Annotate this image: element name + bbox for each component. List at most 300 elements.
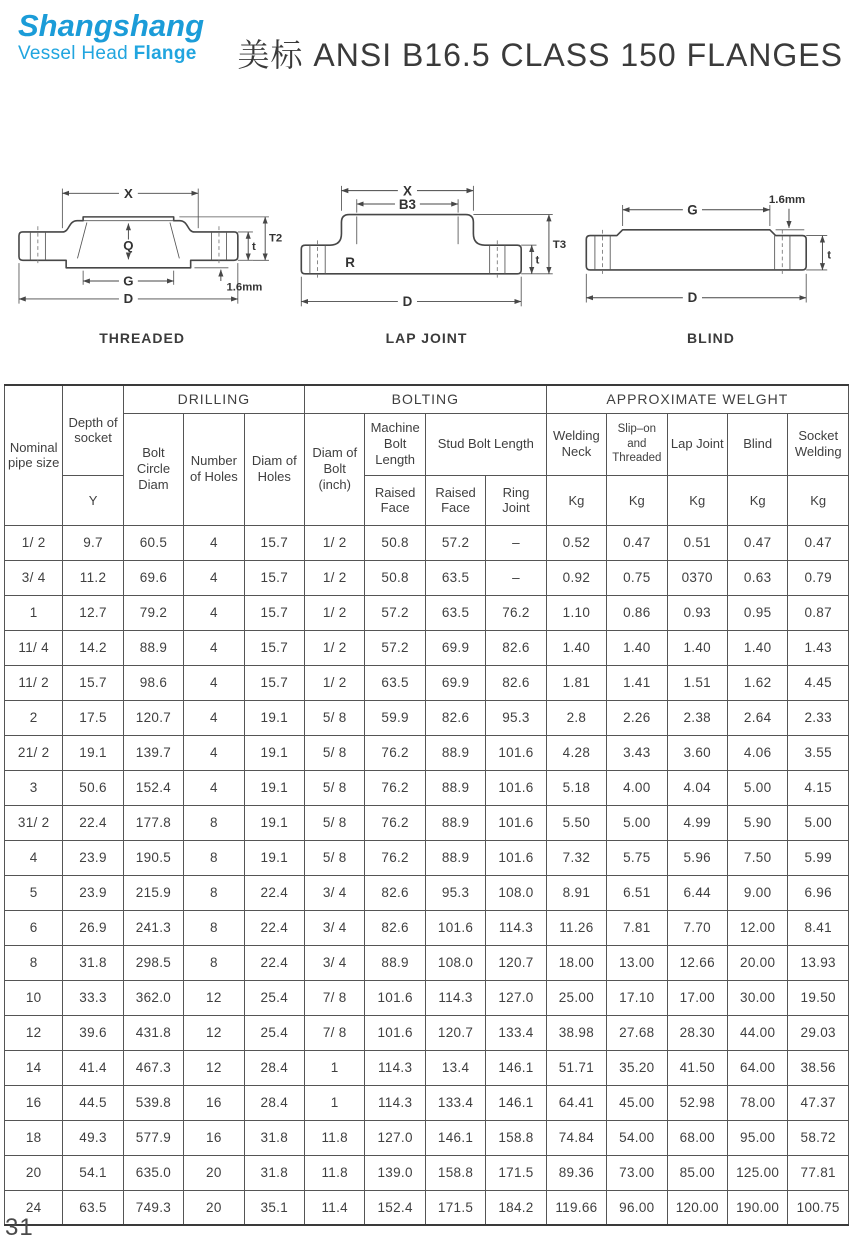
table-cell: 5/ 8 xyxy=(305,735,365,770)
table-cell: 1/ 2 xyxy=(305,665,365,700)
table-row xyxy=(5,1015,849,1050)
table-body xyxy=(5,525,849,1225)
table-cell: 4 xyxy=(184,630,244,665)
table-row xyxy=(5,735,849,770)
drawing-lap-joint xyxy=(286,168,566,360)
table-cell: 2.64 xyxy=(727,700,787,735)
table-cell: 241.3 xyxy=(123,910,183,945)
table-cell: 47.37 xyxy=(788,1085,849,1120)
table-cell: 4 xyxy=(184,665,244,700)
table-row xyxy=(5,945,849,980)
table-cell: 0.75 xyxy=(607,560,667,595)
table-cell: 4.06 xyxy=(727,735,787,770)
table-cell: 4 xyxy=(184,770,244,805)
table-cell: 18.00 xyxy=(546,945,606,980)
table-cell: 1/ 2 xyxy=(305,525,365,560)
table-cell: 19.1 xyxy=(63,735,123,770)
table-cell: – xyxy=(486,525,546,560)
table-cell: 152.4 xyxy=(365,1190,425,1225)
table-cell: 88.9 xyxy=(425,840,485,875)
logo-wordmark: Shangshang xyxy=(18,8,205,43)
table-cell: 101.6 xyxy=(486,840,546,875)
table-cell: 76.2 xyxy=(365,770,425,805)
table-cell: 12.00 xyxy=(727,910,787,945)
table-cell: 539.8 xyxy=(123,1085,183,1120)
table-cell: 362.0 xyxy=(123,980,183,1015)
table-cell: 33.3 xyxy=(63,980,123,1015)
table-cell: 158.8 xyxy=(425,1155,485,1190)
table-cell: 0.93 xyxy=(667,595,727,630)
drawings-row xyxy=(0,168,853,360)
dim-label-d: D xyxy=(123,291,134,307)
logo-tagline-regular: Vessel Head xyxy=(18,43,128,64)
table-cell: 139.0 xyxy=(365,1155,425,1190)
unit-kg-welding-neck: Kg xyxy=(546,475,606,525)
table-row xyxy=(5,1190,849,1225)
spec-table-wrap xyxy=(0,384,853,1226)
table-cell: 38.98 xyxy=(546,1015,606,1050)
table-cell: 19.1 xyxy=(244,840,304,875)
dim-label-x: X xyxy=(124,186,133,202)
table-cell: 28.4 xyxy=(244,1050,304,1085)
table-cell: 133.4 xyxy=(486,1015,546,1050)
table-cell: 0.52 xyxy=(546,525,606,560)
dim-label-q: Q xyxy=(123,237,134,253)
table-cell: 146.1 xyxy=(486,1050,546,1085)
table-cell: 8 xyxy=(184,840,244,875)
table-cell: 9.00 xyxy=(727,875,787,910)
drawing-caption-lap-joint: LAP JOINT xyxy=(385,330,468,346)
table-cell: 76.2 xyxy=(486,595,546,630)
table-cell: 88.9 xyxy=(365,945,425,980)
table-cell: 1.81 xyxy=(546,665,606,700)
table-cell: 11.26 xyxy=(546,910,606,945)
table-cell: 35.1 xyxy=(244,1190,304,1225)
table-cell: 120.7 xyxy=(425,1015,485,1050)
table-cell: 4 xyxy=(184,595,244,630)
group-header-drilling: DRILLING xyxy=(123,385,304,413)
page-number: 31 xyxy=(5,1214,34,1241)
table-cell: 5.00 xyxy=(727,770,787,805)
table-cell: 82.6 xyxy=(425,700,485,735)
table-cell: 78.00 xyxy=(727,1085,787,1120)
table-cell: 59.9 xyxy=(365,700,425,735)
col-header-slip-on-threaded: Slip–on and Threaded xyxy=(607,413,667,475)
col-header-stud-bolt-length: Stud Bolt Length xyxy=(425,413,546,475)
dim-label-t2: T2 xyxy=(268,232,283,245)
col-header-y: Y xyxy=(63,475,123,525)
table-cell: 1 xyxy=(5,595,63,630)
table-cell: 31/ 2 xyxy=(5,805,63,840)
table-cell: 12 xyxy=(5,1015,63,1050)
table-cell: 749.3 xyxy=(123,1190,183,1225)
table-cell: 64.00 xyxy=(727,1050,787,1085)
table-cell: 23.9 xyxy=(63,875,123,910)
table-cell: 95.3 xyxy=(425,875,485,910)
table-cell: 15.7 xyxy=(244,525,304,560)
table-cell: 63.5 xyxy=(63,1190,123,1225)
table-cell: 63.5 xyxy=(425,560,485,595)
table-cell: 2.38 xyxy=(667,700,727,735)
table-cell: 44.00 xyxy=(727,1015,787,1050)
table-cell: 1.40 xyxy=(607,630,667,665)
table-cell: 1.51 xyxy=(667,665,727,700)
unit-kg-socket-welding: Kg xyxy=(788,475,849,525)
col-header-diam-of-holes: Diam of Holes xyxy=(244,413,304,525)
table-row xyxy=(5,910,849,945)
threaded-flange-drawing xyxy=(2,168,285,328)
table-cell: 120.7 xyxy=(123,700,183,735)
table-cell: 69.6 xyxy=(123,560,183,595)
table-cell: 15.7 xyxy=(244,595,304,630)
col-header-ring-joint: Ring Joint xyxy=(486,475,546,525)
table-cell: 31.8 xyxy=(244,1120,304,1155)
table-cell: 25.4 xyxy=(244,980,304,1015)
table-cell: 5/ 8 xyxy=(305,840,365,875)
table-cell: 171.5 xyxy=(425,1190,485,1225)
table-cell: 19.1 xyxy=(244,770,304,805)
table-cell: 3.60 xyxy=(667,735,727,770)
table-row xyxy=(5,700,849,735)
table-cell: 6 xyxy=(5,910,63,945)
table-cell: 20 xyxy=(184,1190,244,1225)
table-cell: 19.1 xyxy=(244,735,304,770)
drawing-caption-blind: BLIND xyxy=(687,330,735,346)
table-cell: 57.2 xyxy=(425,525,485,560)
table-cell: 22.4 xyxy=(63,805,123,840)
table-cell: 58.72 xyxy=(788,1120,849,1155)
table-cell: 3.43 xyxy=(607,735,667,770)
table-cell: 7.32 xyxy=(546,840,606,875)
page-title: 美标 ANSI B16.5 CLASS 150 FLANGES xyxy=(237,37,843,73)
table-cell: 108.0 xyxy=(486,875,546,910)
table-cell: 0.95 xyxy=(727,595,787,630)
table-cell: 98.6 xyxy=(123,665,183,700)
table-cell: 6.51 xyxy=(607,875,667,910)
table-cell: 89.36 xyxy=(546,1155,606,1190)
table-row xyxy=(5,1050,849,1085)
table-cell: 28.30 xyxy=(667,1015,727,1050)
table-cell: 20.00 xyxy=(727,945,787,980)
dim-label-x: X xyxy=(403,183,413,199)
table-cell: 4.45 xyxy=(788,665,849,700)
table-cell: 12.7 xyxy=(63,595,123,630)
page-header xyxy=(0,0,853,96)
table-cell: 31.8 xyxy=(244,1155,304,1190)
table-cell: 1.40 xyxy=(727,630,787,665)
logo-tagline-bold: Flange xyxy=(133,43,197,64)
table-cell: 19.50 xyxy=(788,980,849,1015)
table-cell: 18 xyxy=(5,1120,63,1155)
table-cell: 1/ 2 xyxy=(305,630,365,665)
col-header-diam-of-bolt: Diam of Bolt (inch) xyxy=(305,413,365,525)
table-row xyxy=(5,665,849,700)
drawing-caption-threaded: THREADED xyxy=(99,330,185,346)
table-cell: 0.47 xyxy=(727,525,787,560)
table-cell: 1/ 2 xyxy=(5,525,63,560)
table-row xyxy=(5,1085,849,1120)
dim-label-g: G xyxy=(123,273,134,289)
table-cell: 0370 xyxy=(667,560,727,595)
table-cell: 1 xyxy=(305,1085,365,1120)
table-cell: 152.4 xyxy=(123,770,183,805)
table-cell: 184.2 xyxy=(486,1190,546,1225)
table-cell: 15.7 xyxy=(244,560,304,595)
group-header-approximate-weight: APPROXIMATE WELGHT xyxy=(546,385,848,413)
dim-label-t: t xyxy=(251,240,256,253)
table-cell: 96.00 xyxy=(607,1190,667,1225)
table-cell: 26.9 xyxy=(63,910,123,945)
table-cell: 6.44 xyxy=(667,875,727,910)
col-header-number-of-holes: Number of Holes xyxy=(184,413,244,525)
table-cell: 22.4 xyxy=(244,910,304,945)
table-cell: 73.00 xyxy=(607,1155,667,1190)
col-header-lap-joint: Lap Joint xyxy=(667,413,727,475)
dim-label-g: G xyxy=(687,202,698,218)
table-cell: 8.91 xyxy=(546,875,606,910)
table-cell: 3/ 4 xyxy=(305,910,365,945)
table-cell: 17.10 xyxy=(607,980,667,1015)
table-cell: 44.5 xyxy=(63,1085,123,1120)
table-cell: 82.6 xyxy=(365,910,425,945)
drawing-threaded xyxy=(2,168,282,360)
table-cell: 52.98 xyxy=(667,1085,727,1120)
table-cell: 5.90 xyxy=(727,805,787,840)
table-cell: 82.6 xyxy=(365,875,425,910)
table-row xyxy=(5,560,849,595)
table-cell: 24 xyxy=(5,1190,63,1225)
table-cell: 8 xyxy=(184,945,244,980)
table-cell: 15.7 xyxy=(63,665,123,700)
table-cell: 1.43 xyxy=(788,630,849,665)
table-cell: 1.10 xyxy=(546,595,606,630)
table-cell: 12 xyxy=(184,980,244,1015)
table-cell: 4 xyxy=(184,560,244,595)
table-cell: 41.4 xyxy=(63,1050,123,1085)
table-cell: 19.1 xyxy=(244,805,304,840)
table-cell: 63.5 xyxy=(425,595,485,630)
col-header-nominal-pipe-size: Nominal pipe size xyxy=(5,385,63,525)
table-row xyxy=(5,630,849,665)
table-cell: 21/ 2 xyxy=(5,735,63,770)
table-cell: 19.1 xyxy=(244,700,304,735)
table-cell: 54.00 xyxy=(607,1120,667,1155)
table-cell: 139.7 xyxy=(123,735,183,770)
table-cell: 88.9 xyxy=(425,735,485,770)
table-cell: 88.9 xyxy=(425,805,485,840)
unit-kg-lap-joint: Kg xyxy=(667,475,727,525)
table-cell: 146.1 xyxy=(425,1120,485,1155)
table-cell: 190.00 xyxy=(727,1190,787,1225)
table-cell: 119.66 xyxy=(546,1190,606,1225)
table-cell: 14.2 xyxy=(63,630,123,665)
unit-kg-slip-on: Kg xyxy=(607,475,667,525)
table-cell: 7/ 8 xyxy=(305,1015,365,1050)
table-cell: 54.1 xyxy=(63,1155,123,1190)
table-cell: 114.3 xyxy=(486,910,546,945)
table-cell: 63.5 xyxy=(365,665,425,700)
table-cell: 1.40 xyxy=(546,630,606,665)
table-cell: 30.00 xyxy=(727,980,787,1015)
table-cell: 39.6 xyxy=(63,1015,123,1050)
table-cell: 50.8 xyxy=(365,560,425,595)
table-cell: 635.0 xyxy=(123,1155,183,1190)
table-cell: 50.6 xyxy=(63,770,123,805)
table-row xyxy=(5,525,849,560)
table-cell: 0.51 xyxy=(667,525,727,560)
table-cell: 64.41 xyxy=(546,1085,606,1120)
table-cell: 101.6 xyxy=(486,805,546,840)
table-cell: 0.92 xyxy=(546,560,606,595)
table-cell: 8.41 xyxy=(788,910,849,945)
table-cell: 133.4 xyxy=(425,1085,485,1120)
table-cell: 114.3 xyxy=(365,1085,425,1120)
table-cell: 51.71 xyxy=(546,1050,606,1085)
table-cell: 88.9 xyxy=(425,770,485,805)
dim-label-t: t xyxy=(827,249,831,262)
table-cell: 6.96 xyxy=(788,875,849,910)
table-cell: 85.00 xyxy=(667,1155,727,1190)
table-cell: 35.20 xyxy=(607,1050,667,1085)
table-row xyxy=(5,875,849,910)
table-cell: 11/ 2 xyxy=(5,665,63,700)
table-cell: 11.8 xyxy=(305,1120,365,1155)
table-cell: 5/ 8 xyxy=(305,700,365,735)
table-cell: 2.33 xyxy=(788,700,849,735)
table-cell: 1.41 xyxy=(607,665,667,700)
table-row xyxy=(5,1120,849,1155)
table-cell: 101.6 xyxy=(486,735,546,770)
table-cell: 127.0 xyxy=(486,980,546,1015)
table-cell: 8 xyxy=(184,875,244,910)
table-cell: 28.4 xyxy=(244,1085,304,1120)
table-cell: 11/ 4 xyxy=(5,630,63,665)
table-cell: 100.75 xyxy=(788,1190,849,1225)
col-header-raised-face-machine: Raised Face xyxy=(365,475,425,525)
table-cell: 12 xyxy=(184,1015,244,1050)
table-cell: 114.3 xyxy=(365,1050,425,1085)
col-header-socket-welding: Socket Welding xyxy=(788,413,849,475)
table-cell: 8 xyxy=(184,910,244,945)
table-cell: 431.8 xyxy=(123,1015,183,1050)
table-cell: 3.55 xyxy=(788,735,849,770)
table-cell: 17.00 xyxy=(667,980,727,1015)
table-cell: 1/ 2 xyxy=(305,560,365,595)
table-cell: 22.4 xyxy=(244,945,304,980)
table-cell: 9.7 xyxy=(63,525,123,560)
table-cell: 82.6 xyxy=(486,665,546,700)
table-cell: 2.8 xyxy=(546,700,606,735)
table-row xyxy=(5,595,849,630)
table-cell: 25.00 xyxy=(546,980,606,1015)
col-header-welding-neck: Welding Neck xyxy=(546,413,606,475)
table-cell: 23.9 xyxy=(63,840,123,875)
table-cell: 11.2 xyxy=(63,560,123,595)
table-cell: 0.63 xyxy=(727,560,787,595)
table-cell: 2.26 xyxy=(607,700,667,735)
table-cell: 15.7 xyxy=(244,665,304,700)
table-cell: 7.81 xyxy=(607,910,667,945)
table-cell: 15.7 xyxy=(244,630,304,665)
table-cell: 114.3 xyxy=(425,980,485,1015)
table-cell: 49.3 xyxy=(63,1120,123,1155)
table-cell: 4 xyxy=(184,735,244,770)
table-cell: 4 xyxy=(184,700,244,735)
table-cell: 10 xyxy=(5,980,63,1015)
table-cell: – xyxy=(486,560,546,595)
table-cell: 4.28 xyxy=(546,735,606,770)
table-cell: 5.75 xyxy=(607,840,667,875)
flange-spec-table xyxy=(4,384,849,1226)
table-cell: 12.66 xyxy=(667,945,727,980)
table-cell: 1 xyxy=(305,1050,365,1085)
table-row xyxy=(5,980,849,1015)
table-cell: 5.00 xyxy=(788,805,849,840)
table-cell: 4.00 xyxy=(607,770,667,805)
table-cell: 3/ 4 xyxy=(305,945,365,980)
table-row xyxy=(5,805,849,840)
table-cell: 101.6 xyxy=(365,980,425,1015)
table-cell: 7/ 8 xyxy=(305,980,365,1015)
table-cell: 4.04 xyxy=(667,770,727,805)
table-cell: 1/ 2 xyxy=(305,595,365,630)
table-cell: 79.2 xyxy=(123,595,183,630)
table-cell: 146.1 xyxy=(486,1085,546,1120)
table-cell: 16 xyxy=(5,1085,63,1120)
table-cell: 60.5 xyxy=(123,525,183,560)
table-cell: 76.2 xyxy=(365,840,425,875)
table-cell: 0.87 xyxy=(788,595,849,630)
table-cell: 76.2 xyxy=(365,805,425,840)
table-cell: 74.84 xyxy=(546,1120,606,1155)
table-cell: 88.9 xyxy=(123,630,183,665)
table-cell: 22.4 xyxy=(244,875,304,910)
table-cell: 41.50 xyxy=(667,1050,727,1085)
table-cell: 31.8 xyxy=(63,945,123,980)
table-row xyxy=(5,1155,849,1190)
dim-label-note: 1.6mm xyxy=(226,281,263,294)
table-cell: 4.99 xyxy=(667,805,727,840)
table-cell: 82.6 xyxy=(486,630,546,665)
table-cell: 7.70 xyxy=(667,910,727,945)
table-cell: 120.00 xyxy=(667,1190,727,1225)
table-cell: 45.00 xyxy=(607,1085,667,1120)
table-cell: 8 xyxy=(184,805,244,840)
table-cell: 13.4 xyxy=(425,1050,485,1085)
table-cell: 12 xyxy=(184,1050,244,1085)
table-cell: 5.00 xyxy=(607,805,667,840)
table-cell: 120.7 xyxy=(486,945,546,980)
unit-kg-blind: Kg xyxy=(727,475,787,525)
dim-label-d: D xyxy=(403,293,413,309)
table-cell: 3/ 4 xyxy=(5,560,63,595)
table-cell: 577.9 xyxy=(123,1120,183,1155)
group-header-bolting: BOLTING xyxy=(305,385,547,413)
table-row xyxy=(5,840,849,875)
table-cell: 69.9 xyxy=(425,665,485,700)
table-cell: 25.4 xyxy=(244,1015,304,1050)
table-cell: 38.56 xyxy=(788,1050,849,1085)
table-cell: 0.47 xyxy=(788,525,849,560)
table-cell: 7.50 xyxy=(727,840,787,875)
company-logo xyxy=(18,4,204,63)
table-cell: 1.62 xyxy=(727,665,787,700)
table-cell: 16 xyxy=(184,1085,244,1120)
table-cell: 171.5 xyxy=(486,1155,546,1190)
dim-label-t3: T3 xyxy=(553,239,567,251)
table-cell: 190.5 xyxy=(123,840,183,875)
col-header-depth-of-socket: Depth of socket xyxy=(63,385,123,475)
